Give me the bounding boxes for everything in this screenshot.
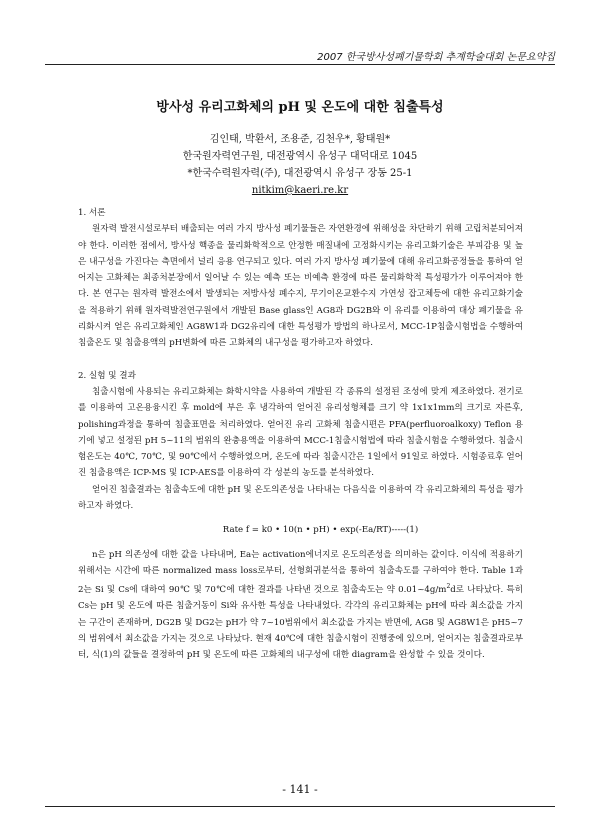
section-heading-intro: 1. 서론 — [78, 208, 106, 218]
results-paragraph-3 — [78, 547, 523, 664]
results-paragraph-2: 얻어진 침출결과는 침출속도에 대한 pH 및 온도의존성을 나타내는 다음식을 이용하여 각 유리고화체의 특성을 평가하고자 하였다. — [78, 484, 523, 512]
formula-gap-2 — [78, 539, 523, 547]
footer-rule — [45, 806, 555, 807]
header-rule — [45, 64, 555, 65]
rate-equation: Rate f = k0 • 10(n • pH) • exp(-Ea/RT)-----(1) — [222, 525, 419, 536]
superscript-2: 2 — [446, 583, 451, 591]
affiliation-2: *한국수력원자력(주), 대전광역시 유성구 장동 25-1 — [187, 168, 413, 179]
intro-paragraph: 원자력 발전시설로부터 배출되는 여러 가지 방사성 폐기물들은 자연환경에 위해성을 차단하기 위해 고립처분되어져야 한다. 이러한 점에서, 방사성 핵종을 물리화학적으로 안정한 매질내에 고정화시키는 유리고화기술은 부피감용 및 높은 내구성을 가진다는 측면에서 널리 응용 연구되고 있다. 여러 가지 방사성 폐기물에 대해 유리고화공정들을 통하여 얻어지는 고화체는 최종처분장에서 일어날 수 있는 예측 또는 비예측 환경에 따른 물리화학적 특성평가가 이루어져야 한다. 본 연구는 원자력 발전소에서 발생되는 저방사성 폐수지, 무기이온교환수지 가연성 잡고체등에 대한 유리고화기술을 적용하기 위해 원자력발전연구원에서 개발된 Base glass인 AG8과 DG2B와 이 유리를 이용하여 대상 폐기물을 유리화시켜 얻은 유리고화체인 AG8W1과 DG2유리에 대한 특성평가 방법의 하나로서, MCC-1P침출시험법을 수행하여 침출온도 및 침출용액의 pH변화에 따른 고화체의 내구성을 평가하고자 하였다. — [78, 224, 523, 349]
paper-body — [78, 205, 523, 664]
results-paragraph-3-part-b: d로 나타났다. 특히 Cs는 pH 및 온도에 따른 침출거동이 Si와 유사한 특성을 나타내었다. 각각의 유리고화체는 pH에 따라 최소값을 가지는 구간이 존재하며, DG2B 및 DG2는 pH가 약 7~10범위에서 최소값을 가지는 반면에, AG8 및 AG8W1은 pH5~7의 범위에서 최소값을 가지는 것으로 나타났다. 현재 40℃에 대한 침출시험이 진행중에 있으며, 얻어지는 침출결과로부터, 식(1)의 값들을 결정하여 pH 및 온도에 따른 고화체의 내구성에 대한 diagram을 완성할 수 있을 것이다. — [78, 585, 523, 661]
results-paragraph-3-part-a: n은 pH 의존성에 대한 값을 나타내며, Ea는 activation에너지로 온도의존성을 의미하는 값이다. 이식에 적용하기 위해서는 시간에 따른 normalized mass loss로부터, 선형회귀분석을 통하여 침출속도를 구하여야 한다. Table 1과 2는 Si 및 Cs에 대하여 90℃ 및 70℃에 대한 결과를 나타낸 것으로 침출속도는 약 0.01~4g/m — [78, 549, 523, 596]
running-head: 2007 한국방사성폐기물학회 추계학술대회 논문요약집 — [317, 52, 555, 63]
formula-gap — [78, 514, 523, 522]
page-number: - 141 - — [282, 783, 318, 796]
section-gap — [78, 352, 523, 368]
author-email[interactable]: nitkim@kaeri.re.kr — [251, 185, 349, 196]
author-block — [0, 131, 600, 199]
affiliation-1: 한국원자력연구원, 대전광역시 유성구 대덕대로 1045 — [182, 151, 418, 162]
author-names: 김인태, 박환서, 조용준, 김천우*, 황태원* — [209, 134, 391, 145]
paper-title: 방사성 유리고화체의 pH 및 온도에 대한 침출특성 — [156, 100, 444, 115]
results-paragraph-1: 침출시험에 사용되는 유리고화체는 화학시약을 사용하여 개발된 각 종류의 설정된 조성에 맞게 제조하였다. 전기로를 이용하여 고온용융시킨 후 mold에 부은 후 냉각하여 얻어진 유리성형체를 크기 약 1x1x1mm의 크기로 자른후, polishing과정을 통하여 침출표면을 처리하였다. 얻어진 유리 고화체 침출시편은 PFA(perfluoroalkoxy) Teflon 용기에 넣고 설정된 pH 5~11의 범위의 완충용액을 이용하여 MCC-1침출시험법에 따라 침출시험을 수행하였다. 침출시험온도는 40℃, 70℃, 및 90℃에서 수행하였으며, 온도에 따라 침출시간은 1일에서 91일로 하였다. 시험종료후 얻어진 침출용액은 ICP-MS 및 ICP-AES를 이용하여 각 성분의 농도를 분석하였다. — [78, 386, 523, 479]
section-heading-results: 2. 실험 및 결과 — [78, 370, 136, 381]
